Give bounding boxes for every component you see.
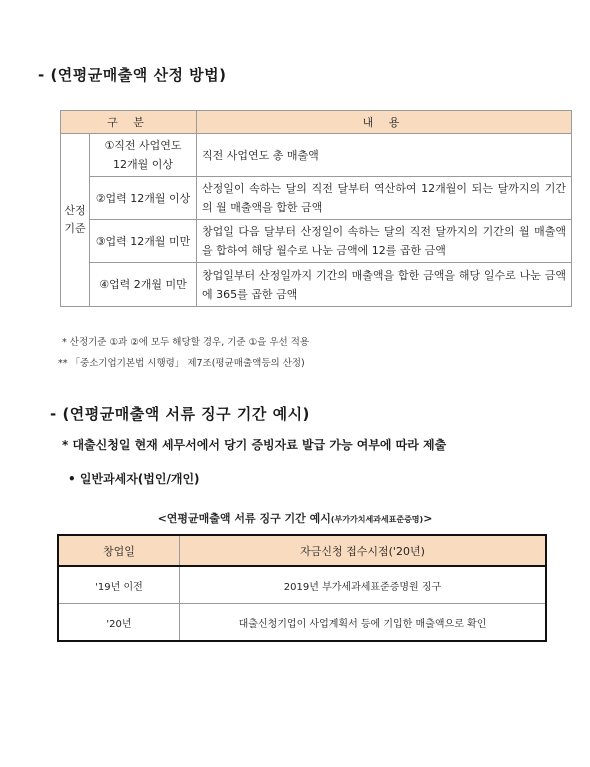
content-cell: 직전 사업연도 총 매출액 [197, 134, 572, 177]
caption-main: <연평균매출액 서류 징구 기간 예시 [157, 512, 331, 525]
subcategory-line1: ①직전 사업연도 [104, 139, 182, 152]
category-label-line2: 기준 [64, 222, 86, 235]
category-cell [61, 134, 90, 307]
document-period-table [57, 534, 547, 642]
content-cell: 창업일 다음 달부터 산정일이 속하는 달의 직전 달까지의 기간의 월 매출액을 합하여 해당 월수로 나눈 금액에 12를 곱한 금액 [197, 220, 572, 263]
category-label-line1: 산정 [64, 204, 86, 217]
header-application-period: 자금신청 접수시점('20년) [180, 535, 547, 566]
table-header-row [58, 535, 546, 566]
caption-end: > [423, 512, 433, 525]
subcategory-cell: ③업력 12개월 미만 [90, 220, 197, 263]
bullet-text: * 대출신청일 현재 세무서에서 당기 증빙자료 발급 가능 여부에 따라 제출 [62, 438, 447, 452]
table-row [61, 134, 572, 177]
note-1: * 산정기준 ①과 ②에 모두 해당할 경우, 기준 ①을 우선 적용 [62, 337, 310, 348]
note-2: ** 「중소기업기본법 시행령」 제7조(평균매출액등의 산정) [58, 358, 305, 369]
table-row [61, 177, 572, 220]
header-category: 구 분 [61, 111, 197, 134]
content-cell: 산정일이 속하는 달의 직전 달부터 역산하여 12개월이 되는 달까지의 기간의 월 매출액을 합한 금액 [197, 177, 572, 220]
table-row [58, 604, 546, 642]
caption-small: (부가가치세과세표준증명) [330, 515, 424, 524]
subcategory-cell: ④업력 2개월 미만 [90, 263, 197, 307]
table-row [61, 220, 572, 263]
sub-bullet-text: • 일반과세자(법인/개인) [68, 472, 200, 486]
content-cell: 창업일부터 산정일까지 기간의 매출액을 합한 금액을 해당 일수로 나눈 금액에 365를 곱한 금액 [197, 263, 572, 307]
cell-founding-date: '20년 [106, 618, 132, 630]
sales-calculation-table [60, 110, 572, 307]
table-row [61, 263, 572, 307]
section-heading-1: - (연평균매출액 산정 방법) [38, 66, 227, 84]
section-heading-2: - (연평균매출액 서류 징구 기간 예시) [50, 405, 310, 423]
cell-founding-date: '19년 이전 [58, 566, 180, 604]
subcategory-cell [90, 134, 197, 177]
table-row [58, 566, 546, 604]
table-header-row [61, 111, 572, 134]
subcategory-cell: ②업력 12개월 이상 [90, 177, 197, 220]
cell-requirement: 2019년 부가세과세표준증명원 징구 [180, 566, 547, 604]
table-caption [0, 510, 590, 526]
subcategory-line2: 12개월 이상 [113, 158, 173, 171]
cell-requirement: 대출신청기업이 사업계획서 등에 기입한 매출액으로 확인 [180, 604, 547, 642]
header-founding-date: 창업일 [58, 535, 180, 566]
header-content: 내 용 [197, 111, 572, 134]
